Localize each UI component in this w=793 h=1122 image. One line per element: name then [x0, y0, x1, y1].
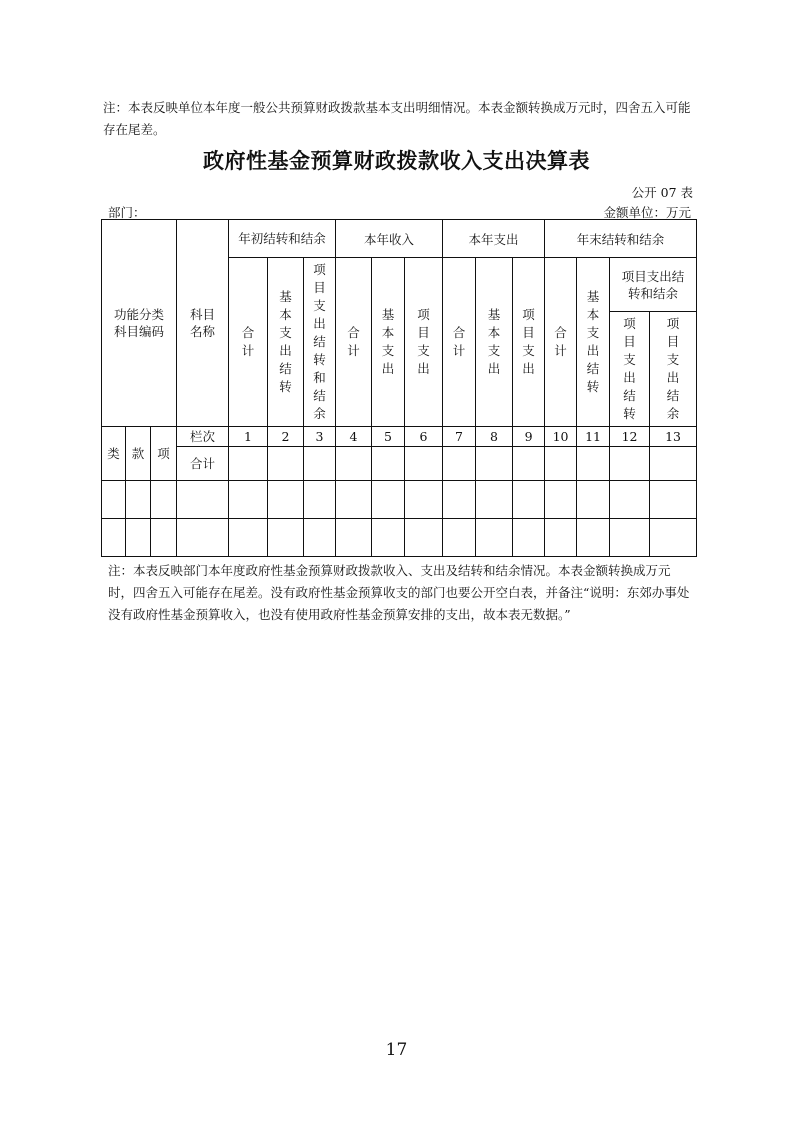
table-cell: [151, 518, 177, 556]
col-number: 8: [476, 426, 513, 446]
table-cell: [126, 518, 151, 556]
table-cell: [610, 480, 650, 518]
table-cell: [229, 518, 268, 556]
table-cell: [304, 518, 336, 556]
table-cell: [229, 446, 268, 480]
bottom-note: 注：本表反映部门本年度政府性基金预算财政拨款收入、支出及结转和结余情况。本表金额转换成万元时，四舍五入可能存在尾差。没有政府性基金预算收支的部门也要公开空白表，并备注“说明：东郊办事处没有政府性基金预算收入，也没有使用政府性基金预算安排的支出，故本表无数据。”: [108, 563, 690, 622]
table-cell: [476, 480, 513, 518]
col-number: 9: [513, 426, 545, 446]
table-cell: [443, 446, 476, 480]
col-number: 5: [372, 426, 405, 446]
col-closing-project-group: 项目支出结转和结余: [610, 258, 697, 312]
top-note: 注：本表反映单位本年度一般公共预算财政拨款基本支出明细情况。本表金额转换成万元时，四舍五入可能存在尾差。: [103, 100, 691, 137]
table-cell: [545, 518, 577, 556]
table-cell: [336, 446, 372, 480]
table-cell: [650, 480, 697, 518]
col-income-project: 项目支出: [405, 258, 443, 426]
table-cell: [577, 518, 610, 556]
col-number: 7: [443, 426, 476, 446]
table-cell: [177, 518, 229, 556]
label-column-number: 栏次: [177, 426, 229, 446]
table-cell: [268, 446, 304, 480]
table-cell: [268, 518, 304, 556]
table-cell: [650, 446, 697, 480]
table-cell: [443, 480, 476, 518]
col-number: 6: [405, 426, 443, 446]
table-cell: [304, 446, 336, 480]
table-cell: [177, 480, 229, 518]
col-closing-basic: 基本支出结转: [577, 258, 610, 426]
table-cell: [372, 480, 405, 518]
table-cell: [476, 518, 513, 556]
table-cell: [545, 480, 577, 518]
col-number: 13: [650, 426, 697, 446]
header-lei: 类: [102, 426, 126, 480]
table-cell: [443, 518, 476, 556]
table-cell: [372, 518, 405, 556]
col-number: 1: [229, 426, 268, 446]
table-cell: [405, 480, 443, 518]
amount-unit-label: 金额单位：万元: [603, 205, 691, 220]
col-number: 2: [268, 426, 304, 446]
table-cell: [336, 480, 372, 518]
col-number: 12: [610, 426, 650, 446]
table-cell: [405, 446, 443, 480]
table-cell: [577, 480, 610, 518]
form-number: 公开 07 表: [631, 185, 693, 200]
table-cell: [151, 480, 177, 518]
table-cell: [577, 446, 610, 480]
table-cell: [229, 480, 268, 518]
table-cell: [268, 480, 304, 518]
header-function-code: 功能分类科目编码: [102, 220, 177, 427]
table-row: [102, 480, 697, 518]
table-row-total: [102, 446, 697, 480]
page-number: 17: [385, 1040, 408, 1060]
table-cell: [126, 480, 151, 518]
col-income-total: 合计: [336, 258, 372, 426]
label-total: 合计: [177, 446, 229, 480]
col-expense-basic: 基本支出: [476, 258, 513, 426]
col-opening-total: 合计: [229, 258, 268, 426]
table-cell: [102, 518, 126, 556]
table-cell: [545, 446, 577, 480]
department-label: 部门：: [108, 205, 146, 220]
col-number: 3: [304, 426, 336, 446]
header-group-closing: 年末结转和结余: [545, 220, 697, 258]
col-expense-total: 合计: [443, 258, 476, 426]
table-cell: [102, 480, 126, 518]
table-cell: [513, 446, 545, 480]
fund-budget-table: [101, 219, 697, 557]
col-closing-project-carryover: 项目支出结转: [610, 312, 650, 426]
table-cell: [304, 480, 336, 518]
col-income-basic: 基本支出: [372, 258, 405, 426]
header-subject-name: 科目名称: [177, 220, 229, 427]
table-row: [102, 518, 697, 556]
col-expense-project: 项目支出: [513, 258, 545, 426]
col-opening-project: 项目支出结转和结余: [304, 258, 336, 426]
table-cell: [610, 518, 650, 556]
col-number: 4: [336, 426, 372, 446]
header-group-opening: 年初结转和结余: [229, 220, 336, 258]
header-xiang: 项: [151, 426, 177, 480]
header-group-income: 本年收入: [336, 220, 443, 258]
col-closing-project-balance: 项目支出结余: [650, 312, 697, 426]
header-kuan: 款: [126, 426, 151, 480]
col-number: 11: [577, 426, 610, 446]
page-title: 政府性基金预算财政拨款收入支出决算表: [203, 149, 590, 173]
col-opening-basic: 基本支出结转: [268, 258, 304, 426]
table-cell: [513, 480, 545, 518]
header-group-expense: 本年支出: [443, 220, 545, 258]
col-closing-total: 合计: [545, 258, 577, 426]
table-cell: [405, 518, 443, 556]
table-cell: [336, 518, 372, 556]
table-cell: [476, 446, 513, 480]
col-number: 10: [545, 426, 577, 446]
table-cell: [513, 518, 545, 556]
table-cell: [650, 518, 697, 556]
table-cell: [372, 446, 405, 480]
table-cell: [610, 446, 650, 480]
